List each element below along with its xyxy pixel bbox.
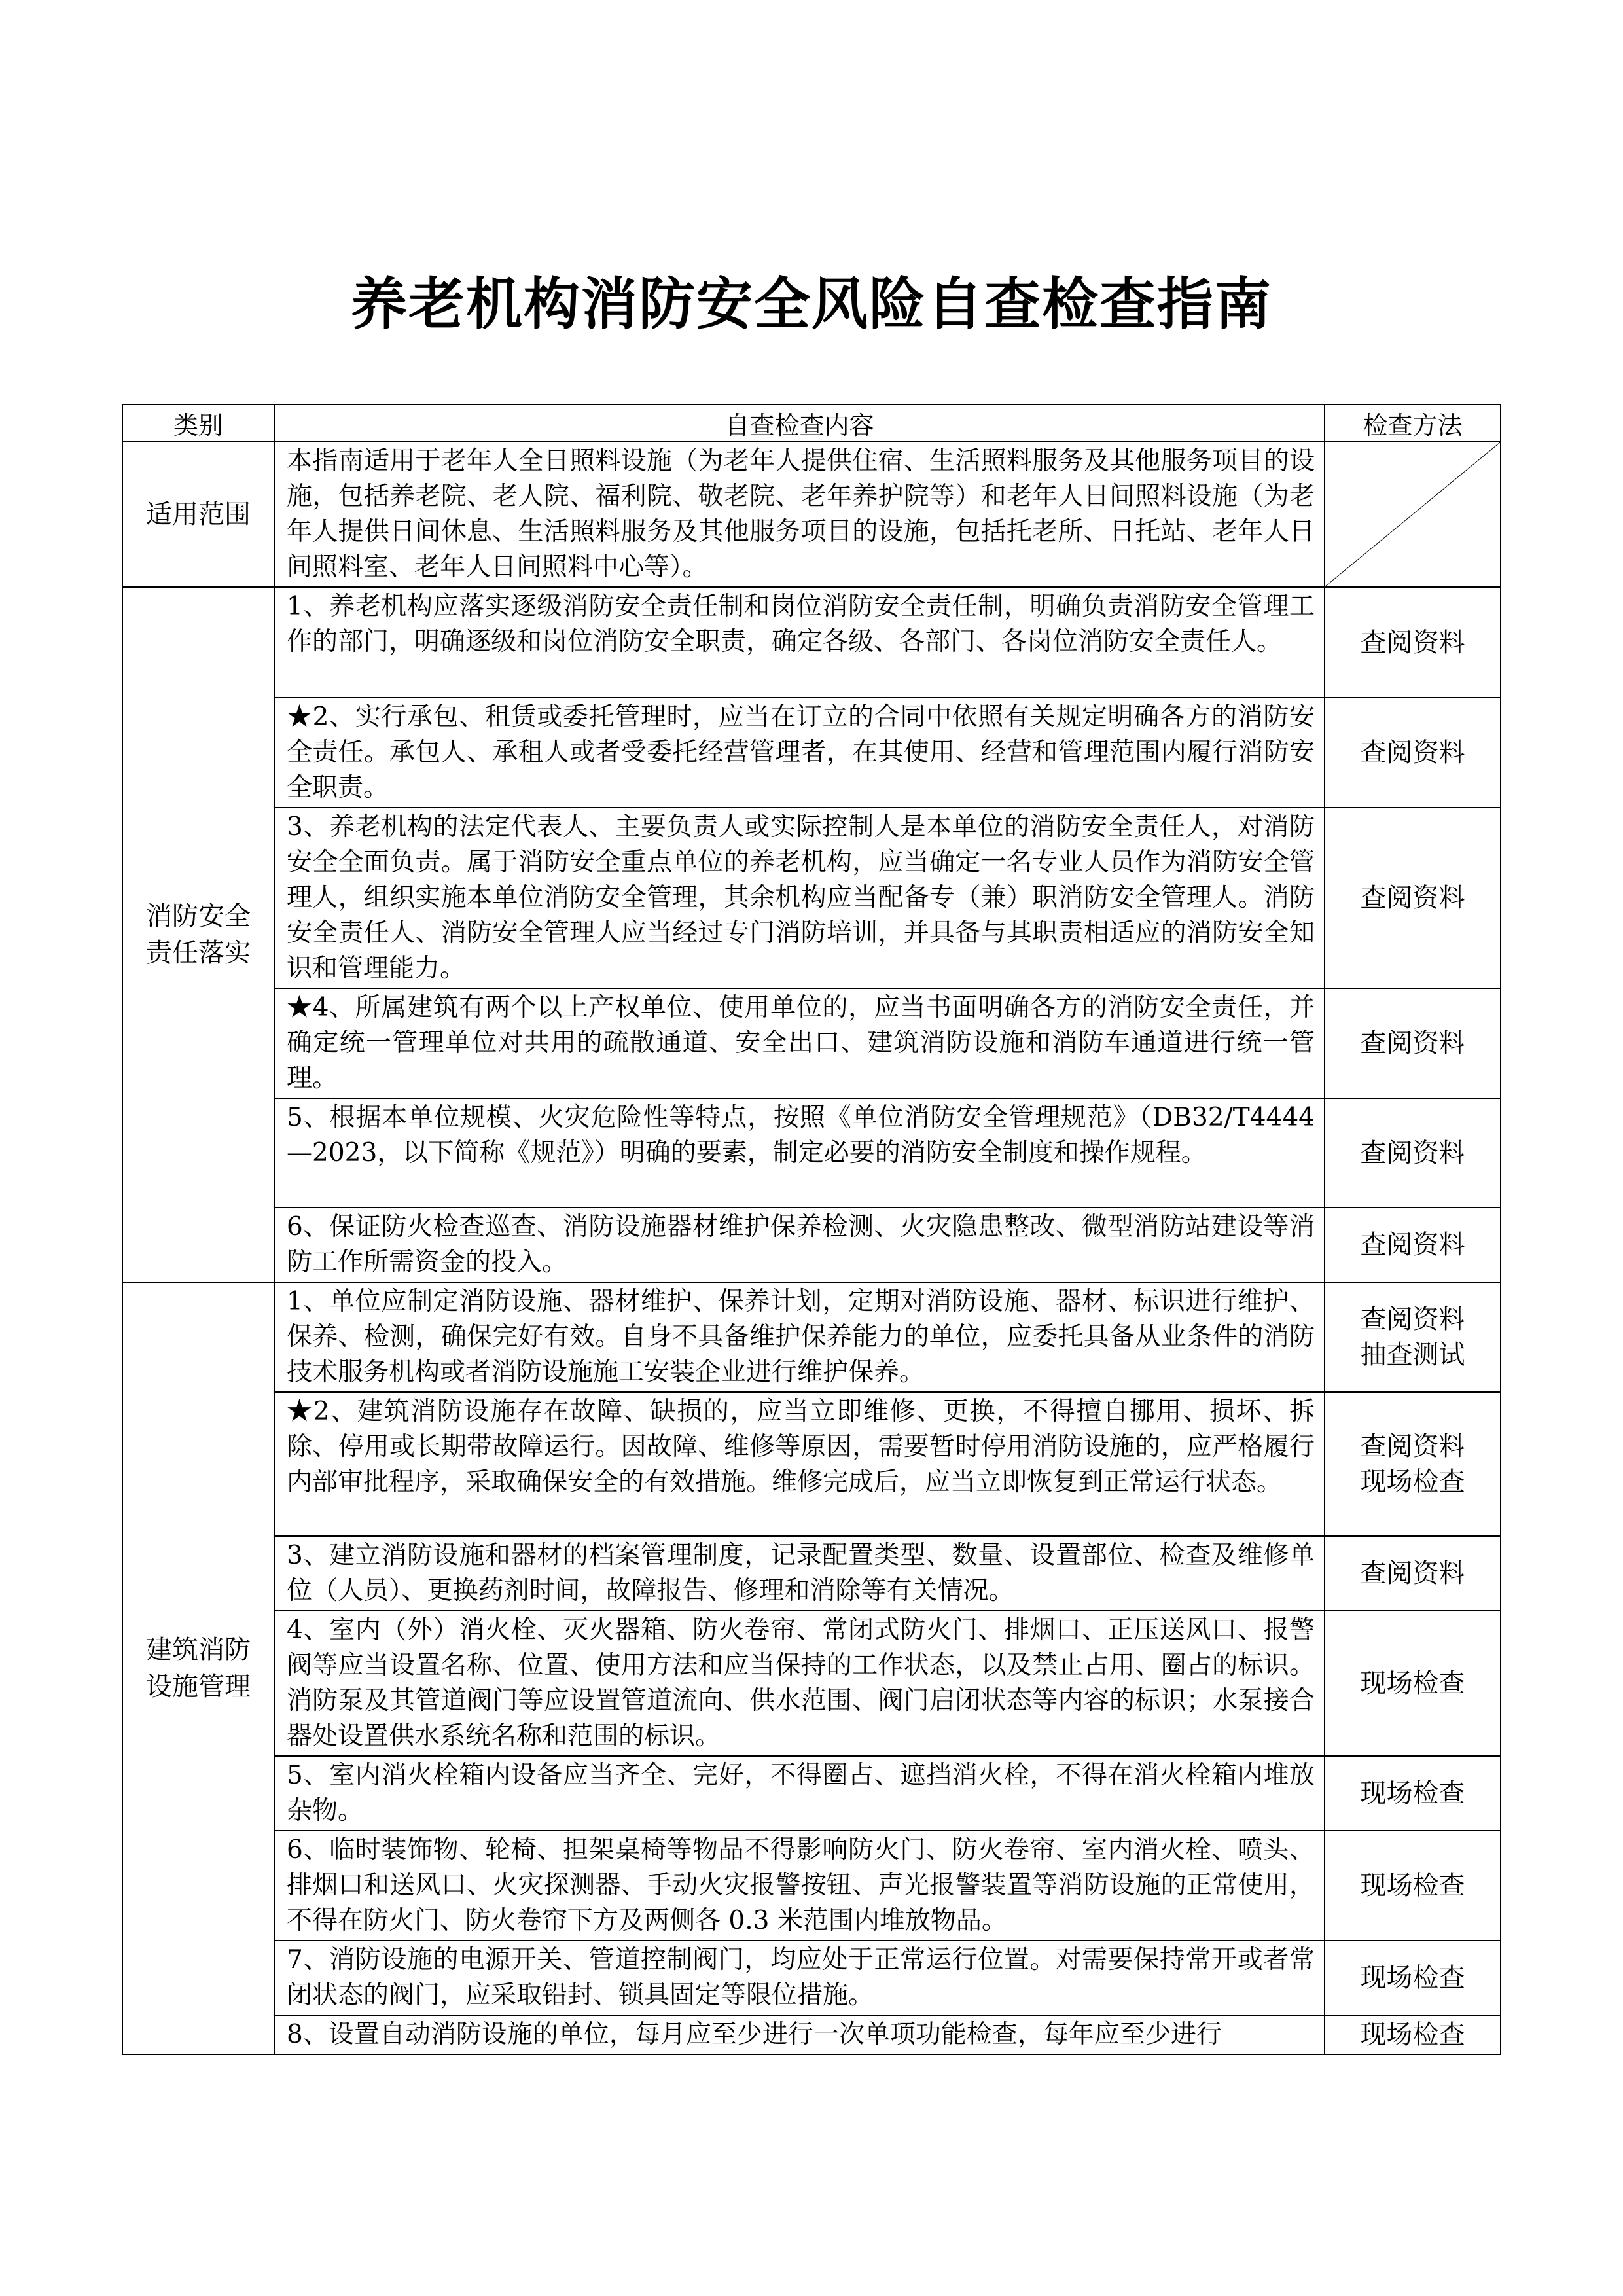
item-content: ★4、所属建筑有两个以上产权单位、使用单位的，应当书面明确各方的消防安全责任，并确定统一管理单位对共用的疏散通道、安全出口、建筑消防设施和消防车通道进行统一管理。 bbox=[274, 988, 1325, 1098]
check-method bbox=[1325, 1831, 1501, 1941]
item-content: 8、设置自动消防设施的单位，每月应至少进行一次单项功能检查，每年应至少进行 bbox=[274, 2015, 1325, 2054]
check-method: 查阅资料 bbox=[1325, 587, 1501, 698]
check-method bbox=[1325, 1392, 1501, 1536]
item-content: 6、保证防火检查巡查、消防设施器材维护保养检测、火灾隐患整改、微型消防站建设等消防工作所需资金的投入。 bbox=[274, 1208, 1325, 1282]
table-row bbox=[122, 1208, 1501, 1282]
method-line: 现场检查 bbox=[1360, 1467, 1465, 1497]
check-method: 查阅资料 bbox=[1325, 1098, 1501, 1208]
check-method: 查阅资料 bbox=[1325, 808, 1501, 988]
item-content: ★2、实行承包、租赁或委托管理时，应当在订立的合同中依照有关规定明确各方的消防安全责任。承包人、承租人或者受委托经营管理者，在其使用、经营和管理范围内履行消防安全职责。 bbox=[274, 698, 1325, 808]
category-responsibility: 消防安全责任落实 bbox=[122, 587, 274, 1282]
table-row bbox=[122, 698, 1501, 808]
method-line: 查阅资料 bbox=[1360, 1558, 1465, 1588]
table-row bbox=[122, 1392, 1501, 1536]
check-method bbox=[1325, 1611, 1501, 1756]
item-content: ★2、建筑消防设施存在故障、缺损的，应当立即维修、更换，不得擅自挪用、损坏、拆除、停用或长期带故障运行。因故障、维修等原因，需要暂时停用消防设施的，应严格履行内部审批程序，采取确保安全的有效措施。维修完成后，应当立即恢复到正常运行状态。 bbox=[274, 1392, 1325, 1536]
method-line: 抽查测试 bbox=[1360, 1340, 1465, 1370]
table-header-row bbox=[122, 404, 1501, 442]
method-line: 现场检查 bbox=[1360, 1963, 1465, 1993]
item-content: 4、室内（外）消火栓、灭火器箱、防火卷帘、常闭式防火门、排烟口、正压送风口、报警阀等应当设置名称、位置、使用方法和应当保持的工作状态，以及禁止占用、圈占的标识。消防泵及其管道阀门等应设置管道流向、供水范围、阀门启闭状态等内容的标识；水泵接合器处设置供水系统名称和范围的标识。 bbox=[274, 1611, 1325, 1756]
inspection-table bbox=[122, 404, 1501, 2055]
method-line: 查阅资料 bbox=[1360, 1431, 1465, 1462]
method-line: 现场检查 bbox=[1360, 1871, 1465, 1901]
table-row bbox=[122, 1282, 1501, 1392]
table-row bbox=[122, 1941, 1501, 2015]
table-row bbox=[122, 1756, 1501, 1831]
table-row bbox=[122, 988, 1501, 1098]
table-row bbox=[122, 808, 1501, 988]
table-row bbox=[122, 1536, 1501, 1611]
item-content: 3、养老机构的法定代表人、主要负责人或实际控制人是本单位的消防安全责任人，对消防安全全面负责。属于消防安全重点单位的养老机构，应当确定一名专业人员作为消防安全管理人，组织实施本单位消防安全管理，其余机构应当配备专（兼）职消防安全管理人。消防安全责任人、消防安全管理人应当经过专门消防培训，并具备与其职责相适应的消防安全知识和管理能力。 bbox=[274, 808, 1325, 988]
method-line: 现场检查 bbox=[1360, 1778, 1465, 1808]
method-line: 查阅资料 bbox=[1360, 1304, 1465, 1335]
table-row bbox=[122, 1098, 1501, 1208]
check-method bbox=[1325, 1756, 1501, 1831]
diagonal-slash bbox=[1325, 442, 1500, 586]
table-row-scope bbox=[122, 442, 1501, 587]
item-content: 1、养老机构应落实逐级消防安全责任制和岗位消防安全责任制，明确负责消防安全管理工作的部门，明确逐级和岗位消防安全职责，确定各级、各部门、各岗位消防安全责任人。 bbox=[274, 587, 1325, 698]
item-content: 7、消防设施的电源开关、管道控制阀门，均应处于正常运行位置。对需要保持常开或者常闭状态的阀门，应采取铅封、锁具固定等限位措施。 bbox=[274, 1941, 1325, 2015]
check-method bbox=[1325, 1282, 1501, 1392]
scope-content: 本指南适用于老年人全日照料设施（为老年人提供住宿、生活照料服务及其他服务项目的设施，包括养老院、老人院、福利院、敬老院、老年养护院等）和老年人日间照料设施（为老年人提供日间休息、生活照料服务及其他服务项目的设施，包括托老所、日托站、老年人日间照料室、老年人日间照料中心等）。 bbox=[274, 442, 1325, 587]
check-method: 查阅资料 bbox=[1325, 988, 1501, 1098]
table-row bbox=[122, 1831, 1501, 1941]
check-method: 查阅资料 bbox=[1325, 698, 1501, 808]
method-na-cell bbox=[1325, 442, 1501, 587]
check-method bbox=[1325, 2015, 1501, 2054]
page-title: 养老机构消防安全风险自查检查指南 bbox=[351, 271, 1272, 337]
table-row bbox=[122, 587, 1501, 698]
item-content: 1、单位应制定消防设施、器材维护、保养计划，定期对消防设施、器材、标识进行维护、保养、检测，确保完好有效。自身不具备维护保养能力的单位，应委托具备从业条件的消防技术服务机构或者消防设施施工安装企业进行维护保养。 bbox=[274, 1282, 1325, 1392]
table-row bbox=[122, 2015, 1501, 2054]
item-content: 3、建立消防设施和器材的档案管理制度，记录配置类型、数量、设置部位、检查及维修单位（人员）、更换药剂时间，故障报告、修理和消除等有关情况。 bbox=[274, 1536, 1325, 1611]
item-content: 5、室内消火栓箱内设备应当齐全、完好，不得圈占、遮挡消火栓，不得在消火栓箱内堆放杂物。 bbox=[274, 1756, 1325, 1831]
method-line: 现场检查 bbox=[1360, 1668, 1465, 1698]
item-content: 6、临时装饰物、轮椅、担架桌椅等物品不得影响防火门、防火卷帘、室内消火栓、喷头、排烟口和送风口、火灾探测器、手动火灾报警按钮、声光报警装置等消防设施的正常使用，不得在防火门、防火卷帘下方及两侧各 0.3 米范围内堆放物品。 bbox=[274, 1831, 1325, 1941]
category-facilities: 建筑消防设施管理 bbox=[122, 1282, 274, 2054]
check-method: 查阅资料 bbox=[1325, 1208, 1501, 1282]
check-method bbox=[1325, 1536, 1501, 1611]
category-scope: 适用范围 bbox=[122, 442, 274, 587]
check-method bbox=[1325, 1941, 1501, 2015]
header-content: 自查检查内容 bbox=[274, 404, 1325, 442]
table-row bbox=[122, 1611, 1501, 1756]
header-category: 类别 bbox=[122, 404, 274, 442]
item-content: 5、根据本单位规模、火灾危险性等特点，按照《单位消防安全管理规范》（DB32/T4444—2023，以下简称《规范》）明确的要素，制定必要的消防安全制度和操作规程。 bbox=[274, 1098, 1325, 1208]
header-method: 检查方法 bbox=[1325, 404, 1501, 442]
method-line: 现场检查 bbox=[1360, 2020, 1465, 2050]
